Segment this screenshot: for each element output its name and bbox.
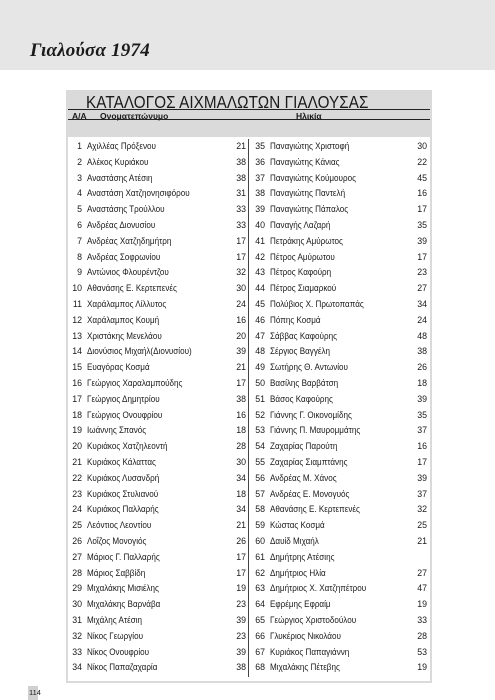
item-age: 39 <box>417 393 427 404</box>
item-name: Γιάννης Π. Μαυρομμάτης <box>270 425 361 436</box>
item-number: 56 <box>255 472 265 483</box>
item-name: Παναγιώτης Κάνιας <box>270 156 340 167</box>
item-number: 15 <box>72 362 82 373</box>
item-name: Μάριος Γ. Παλλαρής <box>87 551 160 562</box>
item-age: 33 <box>236 204 246 215</box>
list-item <box>68 645 246 661</box>
item-name: Χριστάκης Μενελάου <box>87 330 162 341</box>
item-name: Γλυκέριος Νικολάου <box>270 630 341 641</box>
item-number: 30 <box>72 599 82 610</box>
list-item <box>251 218 427 234</box>
item-age: 30 <box>236 283 246 294</box>
list-item <box>251 234 427 250</box>
item-age: 23 <box>236 630 246 641</box>
item-number: 55 <box>255 456 265 467</box>
item-age: 27 <box>417 283 427 294</box>
item-age: 39 <box>236 646 246 657</box>
item-number: 25 <box>72 520 82 531</box>
list-item <box>251 660 427 676</box>
item-number: 40 <box>255 219 265 230</box>
item-name: Δημήτριος Ηλία <box>270 567 326 578</box>
list-item <box>68 455 246 471</box>
list-item <box>251 581 427 597</box>
item-number: 26 <box>72 535 82 546</box>
item-number: 36 <box>255 156 265 167</box>
list-item <box>68 202 246 218</box>
item-name: Διονύσιος Μιχαήλ(Διονυσίου) <box>87 346 192 357</box>
item-age: 30 <box>417 141 427 151</box>
item-name: Αλέκος Κυριάκου <box>87 156 149 167</box>
item-name: Βάσος Καφούρης <box>270 393 333 404</box>
item-number: 20 <box>72 441 82 452</box>
item-number: 64 <box>255 599 265 610</box>
list-item <box>251 518 427 534</box>
item-name: Λεόντιος Λεοντίου <box>87 520 152 531</box>
item-name: Ζαχαρίας Σιαμπτάνης <box>270 456 348 467</box>
item-name: Πόπης Κοσμά <box>270 314 321 325</box>
list-item <box>251 534 427 550</box>
item-name: Αχιλλέας Πρόξενου <box>87 141 156 151</box>
item-number: 33 <box>72 646 82 657</box>
item-age: 32 <box>236 267 246 278</box>
item-age: 39 <box>236 346 246 357</box>
item-number: 23 <box>72 488 82 499</box>
item-age: 28 <box>417 630 427 641</box>
item-number: 34 <box>72 662 82 673</box>
item-number: 21 <box>72 456 82 467</box>
item-age: 21 <box>236 362 246 373</box>
item-age: 38 <box>236 172 246 183</box>
item-number: 7 <box>77 235 82 246</box>
item-age: 17 <box>236 377 246 388</box>
item-number: 29 <box>72 583 82 594</box>
list-item <box>251 597 427 613</box>
item-name: Εφρέμης Εφραίμ <box>270 599 331 610</box>
list-item <box>251 566 427 582</box>
item-age: 19 <box>236 583 246 594</box>
list-item <box>251 376 427 392</box>
item-age: 31 <box>236 188 246 199</box>
item-name: Αθανάσης Ε. Κερτεπενές <box>87 283 177 294</box>
item-number: 50 <box>255 377 265 388</box>
item-age: 16 <box>417 441 427 452</box>
item-age: 18 <box>236 425 246 436</box>
item-number: 57 <box>255 488 265 499</box>
list-item <box>251 645 427 661</box>
item-name: Αθανάσης Ε. Κερτεπενές <box>270 504 360 515</box>
list-item <box>251 550 427 566</box>
item-age: 24 <box>236 298 246 309</box>
item-age: 17 <box>417 251 427 262</box>
item-name: Γιάννης Γ. Οικονομίδης <box>270 409 352 420</box>
item-name: Κυριάκος Χατζηλεοντή <box>87 441 168 452</box>
item-age: 16 <box>236 314 246 325</box>
item-age: 27 <box>417 567 427 578</box>
item-name: Ανδρέας Χατζηδημήτρη <box>87 235 172 246</box>
item-name: Κώστας Κοσμά <box>270 520 325 531</box>
item-name: Πέτρος Αμύρωτου <box>270 251 335 262</box>
list-item <box>251 423 427 439</box>
list-item <box>251 329 427 345</box>
item-name: Παναγής Λαζαρή <box>270 219 331 230</box>
item-number: 6 <box>77 219 82 230</box>
list-item <box>251 155 427 171</box>
item-name: Κυριάκος Παλλαρής <box>87 504 159 515</box>
list-item <box>251 408 427 424</box>
list-item <box>68 629 246 645</box>
item-age: 48 <box>417 330 427 341</box>
list-item <box>251 344 427 360</box>
list-item <box>68 360 246 376</box>
list-item <box>251 250 427 266</box>
list-item <box>68 186 246 202</box>
list-item <box>68 502 246 518</box>
item-number: 31 <box>72 614 82 625</box>
item-name: Νίκος Ονουφρίου <box>87 646 150 657</box>
item-name: Δαυίδ Μιχαήλ <box>270 535 319 546</box>
list-item <box>68 313 246 329</box>
item-age: 17 <box>236 551 246 562</box>
item-age: 35 <box>417 219 427 230</box>
item-age: 37 <box>417 425 427 436</box>
list-item <box>68 471 246 487</box>
list-item <box>68 139 246 155</box>
column-header-name: Ονοματεπώνυμο <box>100 111 169 121</box>
list-item <box>68 487 246 503</box>
item-age: 21 <box>236 520 246 531</box>
list-item <box>251 202 427 218</box>
list-item <box>68 265 246 281</box>
item-number: 27 <box>72 551 82 562</box>
list-item <box>251 392 427 408</box>
list-item <box>68 234 246 250</box>
item-number: 58 <box>255 504 265 515</box>
item-number: 51 <box>255 393 265 404</box>
item-name: Παναγιώτης Χριστοφή <box>270 141 350 151</box>
item-number: 32 <box>72 630 82 641</box>
item-age: 39 <box>417 472 427 483</box>
list-item <box>251 360 427 376</box>
item-age: 24 <box>417 314 427 325</box>
item-number: 24 <box>72 504 82 515</box>
list-item <box>68 392 246 408</box>
item-number: 35 <box>255 141 265 151</box>
item-number: 44 <box>255 283 265 294</box>
list-item <box>68 534 246 550</box>
list-item <box>251 297 427 313</box>
list-item <box>68 376 246 392</box>
list-item <box>251 281 427 297</box>
item-number: 28 <box>72 567 82 578</box>
item-age: 53 <box>417 646 427 657</box>
list-item <box>68 613 246 629</box>
item-name: Κυριάκος Στυλιανού <box>87 488 159 499</box>
item-name: Κυριάκος Κάλαττας <box>87 456 156 467</box>
item-name: Χαράλαμπος Κουμή <box>87 314 160 325</box>
item-age: 19 <box>417 599 427 610</box>
item-number: 11 <box>72 298 82 309</box>
list-item <box>68 581 246 597</box>
list-item <box>251 455 427 471</box>
item-number: 18 <box>72 409 82 420</box>
item-age: 22 <box>417 156 427 167</box>
list-item <box>68 408 246 424</box>
item-number: 54 <box>255 441 265 452</box>
column-header-age: Ηλικία <box>296 111 322 121</box>
item-number: 17 <box>72 393 82 404</box>
item-number: 22 <box>72 472 82 483</box>
list-item <box>251 313 427 329</box>
list-item <box>251 439 427 455</box>
item-age: 45 <box>417 172 427 183</box>
list-item <box>251 629 427 645</box>
item-name: Παναγιώτης Κούμουρος <box>270 172 356 183</box>
list-item <box>68 518 246 534</box>
item-name: Χαράλαμπος Λίλλυτος <box>87 298 167 309</box>
item-age: 17 <box>417 204 427 215</box>
item-number: 48 <box>255 346 265 357</box>
header-rule-top <box>68 109 430 110</box>
list-item <box>251 186 427 202</box>
list-title: ΚΑΤΑΛΟΓΟΣ ΑΙΧΜΑΛΩΤΩΝ ΓΙΑΛΟΥΣΑΣ <box>86 92 369 112</box>
item-number: 2 <box>77 156 82 167</box>
item-number: 52 <box>255 409 265 420</box>
item-number: 42 <box>255 251 265 262</box>
item-number: 49 <box>255 362 265 373</box>
item-age: 30 <box>236 456 246 467</box>
item-name: Πέτρος Καφούρη <box>270 267 332 278</box>
item-age: 34 <box>236 504 246 515</box>
item-name: Σάββας Καφούρης <box>270 330 337 341</box>
item-age: 34 <box>236 472 246 483</box>
item-name: Ανδρέας Μ. Χάνος <box>270 472 337 483</box>
item-number: 41 <box>255 235 265 246</box>
list-item <box>68 329 246 345</box>
item-number: 53 <box>255 425 265 436</box>
item-name: Ζαχαρίας Παρούτη <box>270 441 338 452</box>
item-age: 34 <box>417 298 427 309</box>
item-number: 3 <box>77 172 82 183</box>
item-name: Ιωάννης Σπανός <box>87 425 147 436</box>
item-age: 19 <box>417 662 427 673</box>
item-name: Αντώνιος Φλουρέντζου <box>87 267 169 278</box>
item-age: 38 <box>236 156 246 167</box>
page-number: 114 <box>29 688 41 697</box>
list-item <box>68 155 246 171</box>
item-number: 68 <box>255 662 265 673</box>
item-age: 47 <box>417 583 427 594</box>
item-name: Μιχάλης Ατέσιη <box>87 614 142 625</box>
list-item <box>251 265 427 281</box>
list-item <box>251 139 427 155</box>
item-number: 19 <box>72 425 82 436</box>
item-age: 17 <box>236 567 246 578</box>
item-name: Κυριάκος Λυσανδρή <box>87 472 160 483</box>
list-item <box>68 423 246 439</box>
item-age: 39 <box>236 614 246 625</box>
item-name: Ανδρέας Ε. Μονογυός <box>270 488 350 499</box>
item-age: 17 <box>417 456 427 467</box>
list-item <box>251 487 427 503</box>
item-name: Κυριάκος Παπαγιάννη <box>270 646 350 657</box>
item-name: Νίκος Παπαζαχαρία <box>87 662 158 673</box>
item-name: Αναστάσης Ατέσιη <box>87 172 153 183</box>
item-age: 23 <box>236 599 246 610</box>
item-name: Δημήτρης Ατέσιης <box>270 551 335 562</box>
item-age: 20 <box>236 330 246 341</box>
list-item <box>68 218 246 234</box>
item-number: 47 <box>255 330 265 341</box>
item-name: Δημήτριος Χ. Χατζηπέτρου <box>270 583 367 594</box>
item-age: 33 <box>417 614 427 625</box>
item-age: 37 <box>417 488 427 499</box>
list-item <box>68 550 246 566</box>
list-item <box>251 613 427 629</box>
item-number: 8 <box>77 251 82 262</box>
item-number: 67 <box>255 646 265 657</box>
item-name: Πετράκης Αμύρωτος <box>270 235 343 246</box>
item-age: 33 <box>236 219 246 230</box>
item-name: Γεώργιος Χαραλαμπούδης <box>87 377 183 388</box>
item-number: 13 <box>72 330 82 341</box>
item-name: Ανδρέας Διονυσίου <box>87 219 156 230</box>
item-name: Ευαγόρας Κοσμά <box>87 362 150 373</box>
item-number: 60 <box>255 535 265 546</box>
item-name: Μιχαλάκης Μισιέλης <box>87 583 159 594</box>
item-age: 17 <box>236 251 246 262</box>
item-name: Μιχαλάκης Βαρνάβα <box>87 599 161 610</box>
header-rule-bottom <box>68 119 430 120</box>
item-number: 16 <box>72 377 82 388</box>
item-age: 21 <box>417 535 427 546</box>
item-number: 5 <box>77 204 82 215</box>
item-number: 63 <box>255 583 265 594</box>
item-name: Νίκος Γεωργίου <box>87 630 144 641</box>
item-age: 21 <box>236 141 246 151</box>
item-number: 10 <box>72 283 82 294</box>
item-name: Σέργιος Βαγγέλη <box>270 346 331 357</box>
item-name: Πέτρος Σιαμαρκού <box>270 283 337 294</box>
item-number: 37 <box>255 172 265 183</box>
item-age: 23 <box>417 267 427 278</box>
item-name: Μάριος Σαββίδη <box>87 567 146 578</box>
item-number: 9 <box>77 267 82 278</box>
item-age: 26 <box>417 362 427 373</box>
item-number: 38 <box>255 188 265 199</box>
item-age: 38 <box>417 346 427 357</box>
list-item <box>68 344 246 360</box>
item-name: Λοΐζος Μονογιός <box>87 535 147 546</box>
item-number: 4 <box>77 188 82 199</box>
chapter-title: Γιαλούσα 1974 <box>30 40 150 61</box>
list-item <box>68 660 246 676</box>
item-name: Γεώργιος Δημητρίου <box>87 393 160 404</box>
item-age: 39 <box>417 235 427 246</box>
item-name: Πολύβιος Χ. Πρωτοπαπάς <box>270 298 364 309</box>
item-name: Αναστάση Χατζηονησιφόρου <box>87 188 190 199</box>
item-number: 39 <box>255 204 265 215</box>
item-age: 28 <box>236 441 246 452</box>
item-age: 32 <box>417 504 427 515</box>
item-name: Αναστάσης Τρούλλου <box>87 204 165 215</box>
item-number: 14 <box>72 346 82 357</box>
list-item <box>251 502 427 518</box>
item-number: 66 <box>255 630 265 641</box>
item-age: 26 <box>236 535 246 546</box>
item-name: Βασίλης Βαρβάτση <box>270 377 339 388</box>
item-number: 12 <box>72 314 82 325</box>
list-item <box>68 250 246 266</box>
item-age: 18 <box>417 377 427 388</box>
item-number: 43 <box>255 267 265 278</box>
item-age: 18 <box>236 488 246 499</box>
list-item <box>68 171 246 187</box>
item-number: 61 <box>255 551 265 562</box>
list-item <box>251 171 427 187</box>
column-divider <box>248 139 249 677</box>
item-age: 25 <box>417 520 427 531</box>
item-age: 38 <box>236 393 246 404</box>
list-column-left <box>68 139 246 676</box>
list-item <box>68 566 246 582</box>
item-age: 17 <box>236 235 246 246</box>
item-age: 16 <box>417 188 427 199</box>
item-name: Ανδρέας Σοφρωνίου <box>87 251 161 262</box>
item-number: 59 <box>255 520 265 531</box>
item-age: 38 <box>236 662 246 673</box>
list-item <box>68 281 246 297</box>
item-name: Παναγιώτης Παντελή <box>270 188 346 199</box>
item-name: Παναγιώτης Πάπαλος <box>270 204 349 215</box>
item-number: 62 <box>255 567 265 578</box>
item-name: Γεώργιος Χριστοδούλου <box>270 614 357 625</box>
list-column-right <box>251 139 427 676</box>
item-name: Γεώργιος Ονουφρίου <box>87 409 163 420</box>
item-number: 46 <box>255 314 265 325</box>
item-number: 1 <box>77 141 82 151</box>
list-item <box>251 471 427 487</box>
list-item <box>68 297 246 313</box>
item-number: 45 <box>255 298 265 309</box>
item-number: 65 <box>255 614 265 625</box>
item-age: 16 <box>236 409 246 420</box>
column-header-index: Α/Α <box>72 111 87 121</box>
item-age: 35 <box>417 409 427 420</box>
item-name: Μιχαλάκης Πέτεβης <box>270 662 340 673</box>
item-name: Σωτήρης Θ. Αντωνίου <box>270 362 348 373</box>
list-item <box>68 597 246 613</box>
list-item <box>68 439 246 455</box>
